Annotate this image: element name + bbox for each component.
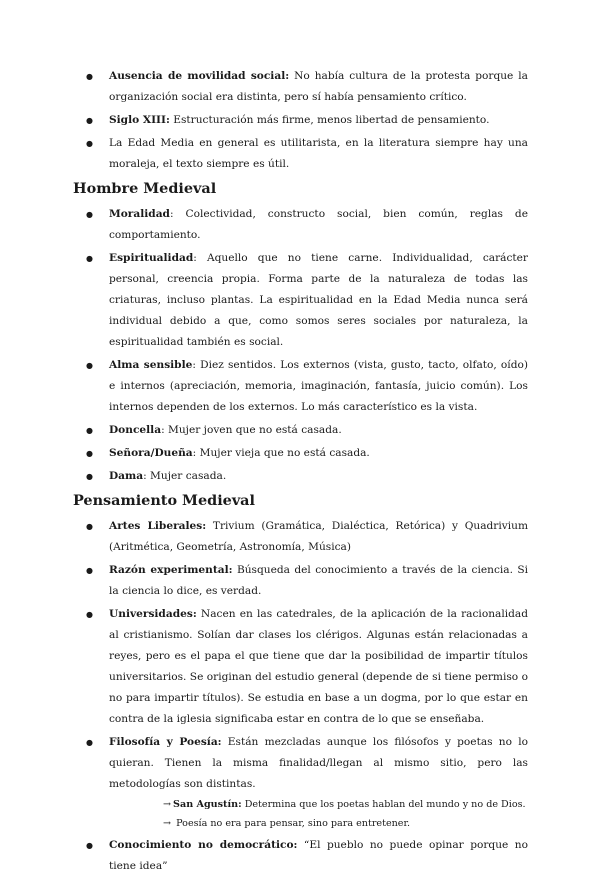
item-text: : Aquello que no tiene carne. Individualidad, carácter personal, creencia propia. Forma parte de la naturaleza de todas las criaturas, incluso plantas. La espiritualidad en la Edad Media nunca será individual debido a que, como somos seres sociales por naturaleza, la espiritualidad también es social. bbox=[109, 252, 528, 348]
item-text: No había cultura de la protesta porque la organización social era distinta, pero sí había pensamiento crítico. bbox=[109, 70, 528, 103]
item-text: : Mujer casada. bbox=[143, 470, 227, 482]
top-list bbox=[73, 66, 528, 175]
list-item bbox=[73, 516, 528, 558]
list-item bbox=[73, 420, 528, 441]
list-item bbox=[73, 560, 528, 602]
item-text: : Mujer vieja que no está casada. bbox=[192, 447, 370, 459]
list-item bbox=[73, 466, 528, 487]
item-term: Ausencia de movilidad social: bbox=[109, 70, 290, 82]
item-term: Razón experimental: bbox=[109, 564, 233, 576]
section-heading-pensamiento-medieval: Pensamiento Medieval bbox=[73, 492, 255, 509]
sub-item-text: Determina que los poetas hablan del mundo y no de Dios. bbox=[241, 799, 526, 810]
list-item bbox=[73, 110, 528, 131]
arrow-icon: → bbox=[163, 799, 172, 810]
item-term: Doncella bbox=[109, 424, 162, 436]
item-text: Trivium (Gramática, Dialéctica, Retórica) y Quadrivium (Aritmética, Geometría, Astronomía, Música) bbox=[109, 520, 528, 553]
list-item bbox=[73, 835, 528, 877]
item-term: Espiritualidad bbox=[109, 252, 194, 264]
item-term: Filosofía y Poesía: bbox=[109, 736, 222, 748]
arrow-icon: → bbox=[163, 818, 172, 829]
sub-list-item bbox=[109, 795, 528, 814]
hombre-medieval-list bbox=[73, 204, 528, 487]
list-item bbox=[73, 732, 528, 833]
item-term: Moralidad bbox=[109, 208, 170, 220]
list-item bbox=[73, 604, 528, 730]
sub-item-term: San Agustín: bbox=[173, 799, 242, 810]
item-text: La Edad Media en general es utilitarista, en la literatura siempre hay una moraleja, el texto siempre es útil. bbox=[109, 137, 528, 170]
item-term: Alma sensible bbox=[109, 359, 193, 371]
item-text: Búsqueda del conocimiento a través de la ciencia. Si la ciencia lo dice, es verdad. bbox=[109, 564, 528, 597]
sub-list-item bbox=[109, 814, 528, 833]
item-term: Dama bbox=[109, 470, 144, 482]
list-item bbox=[73, 204, 528, 246]
item-text: “El pueblo no puede opinar porque no tiene idea” bbox=[109, 839, 528, 872]
pensamiento-medieval-list bbox=[73, 516, 528, 877]
list-item bbox=[73, 355, 528, 418]
list-item bbox=[73, 443, 528, 464]
sub-list bbox=[109, 795, 528, 833]
section-heading-hombre-medieval: Hombre Medieval bbox=[73, 180, 217, 197]
list-item bbox=[73, 248, 528, 353]
item-text: Estructuración más firme, menos libertad de pensamiento. bbox=[169, 114, 490, 126]
item-text: : Colectividad, constructo social, bien común, reglas de comportamiento. bbox=[109, 208, 528, 241]
sub-item-text: Poesía no era para pensar, sino para entretener. bbox=[173, 818, 411, 829]
list-item bbox=[73, 66, 528, 108]
item-text: : Diez sentidos. Los externos (vista, gusto, tacto, olfato, oído) e internos (apreciación, memoria, imaginación, fantasía, juicio común). Los internos dependen de los externos. Lo más característico es la vista. bbox=[109, 359, 528, 413]
item-term: Conocimiento no democrático: bbox=[109, 839, 298, 851]
item-term: Artes Liberales: bbox=[109, 520, 207, 532]
item-term: Señora/Dueña bbox=[109, 447, 193, 459]
list-item bbox=[73, 133, 528, 175]
item-term: Siglo XIII: bbox=[109, 114, 170, 126]
item-text: : Mujer joven que no está casada. bbox=[161, 424, 342, 436]
item-text: Están mezcladas aunque los filósofos y poetas no lo quieran. Tienen la misma finalidad/llegan al mismo sitio, pero las metodologías son distintas. bbox=[109, 736, 528, 790]
item-term: Universidades: bbox=[109, 608, 197, 620]
item-text: Nacen en las catedrales, de la aplicación de la racionalidad al cristianismo. Solían dar clases los clérigos. Algunas están relacionadas a reyes, pero es el papa el que tiene que dar la posibilidad de impartir títulos universitarios. Se originan del estudio general (depende de si tiene permiso o no para impartir títulos). Se estudia en base a un dogma, por lo que estar en contra de la iglesia significaba estar en contra de lo que se enseñaba. bbox=[109, 608, 528, 725]
